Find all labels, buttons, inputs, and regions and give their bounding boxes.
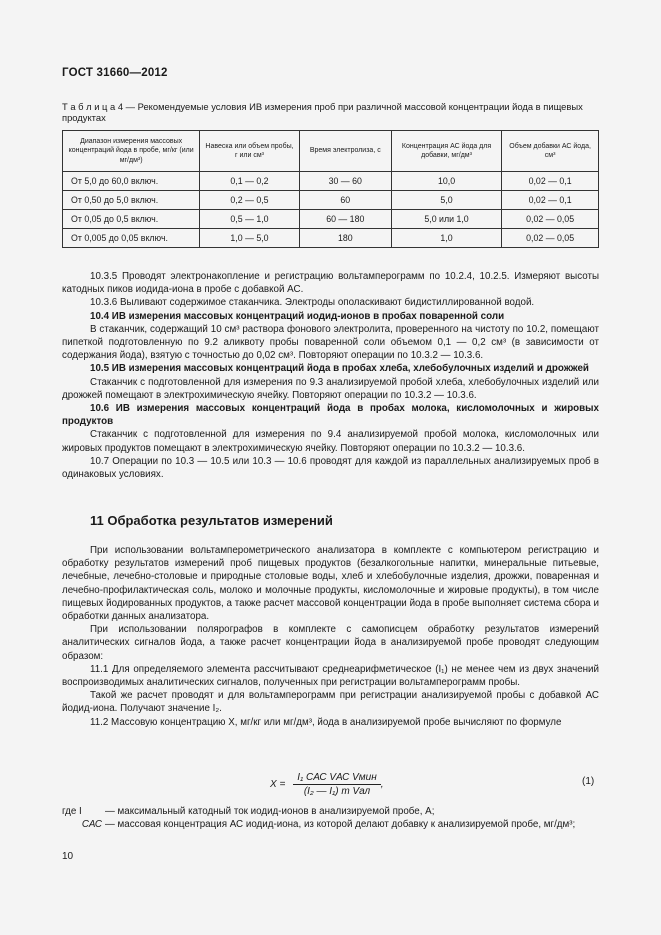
table-header-cell: Концентрация АС йода для добавки, мг/дм³: [391, 131, 501, 172]
document-header: ГОСТ 31660—2012: [62, 67, 168, 79]
section-title: 11 Обработка результатов измерений: [90, 513, 333, 528]
table-cell: От 5,0 до 60,0 включ.: [63, 172, 200, 191]
paragraph: 10.7 Операции по 10.3 — 10.5 или 10.3 — 10.6 проводят для каждой из параллельных анализируемых проб в одинаковых условиях.: [62, 455, 599, 481]
formula-fraction: [293, 772, 380, 797]
formula-denominator: (I₂ — I₁) m Vал: [303, 786, 371, 797]
paragraph: При использовании вольтамперометрического анализатора в комплекте с компьютером регистрацию и обработку результатов измерений проб пищевых продуктов (безалкогольные напитки, минеральные питьевые, лечебные, лечебно-столовые и природные столовые воды, хлеб и хлебобулочные изделия, дрожжи, поваренная и лечебно-профилактическая соль, молоко и молочные продукты, кисломолочные и жировые продукты), в том числе пищевых йодированных продуктов, а также расчет массовой концентрации йода в пробе выполняет система сбора и обработки данных анализатора.: [62, 545, 599, 623]
formula: [270, 772, 384, 797]
table-header-cell: Диапазон измерения массовых концентраций йода в пробе, мг/кг (или мг/дм³): [63, 131, 200, 172]
measurement-steps: [62, 270, 599, 481]
formula-numerator: I₁ CАС VАС Vмин: [293, 772, 380, 785]
table-cell: 0,02 — 0,1: [502, 172, 599, 191]
subsection-heading: 10.4 ИВ измерения массовых концентраций иодид-ионов в пробах поваренной соли: [90, 310, 505, 322]
formula-definitions: [62, 805, 599, 831]
paragraph: В стаканчик, содержащий 10 см³ раствора фонового электролита, проверенного на чистоту по 10.2, помещают пипеткой подготовленную по 9.2 аликвоту пробы поваренной соли объемом 0,1 — 0,2 см³ (в зависимости от содержания йода), взятую с точностью до 0,02 см³. Повторяют операции по 10.3.2 — 10.3.6.: [62, 323, 599, 362]
definition-text: — максимальный катодный ток иодид-ионов в анализируемой пробе, А;: [105, 806, 435, 817]
table-cell: 0,2 — 0,5: [200, 191, 299, 210]
table-header-cell: Навеска или объем пробы, г или см³: [200, 131, 299, 172]
conditions-table: [62, 130, 599, 248]
paragraph: Такой же расчет проводят и для вольтамперограмм при регистрации анализируемой пробы с добавкой АС йодид-иона. Получают значение I₂.: [62, 690, 599, 715]
table-cell: От 0,005 до 0,05 включ.: [63, 229, 200, 248]
paragraph: 10.3.5 Проводят электронакопление и регистрацию вольтамперограмм по 10.2.4, 10.2.5. Измеряют высоты катодных пиков иодида-иона в пробе с добавкой АС.: [62, 271, 599, 296]
table-cell: 180: [299, 229, 391, 248]
definition-symbol: где I: [62, 806, 82, 817]
table-row: [63, 210, 599, 229]
table-cell: 60 — 180: [299, 210, 391, 229]
table-cell: 0,5 — 1,0: [200, 210, 299, 229]
table-row: [63, 172, 599, 191]
table-cell: 30 — 60: [299, 172, 391, 191]
definition-text: — массовая концентрация АС иодид-иона, из которой делают добавку к анализируемой пробе, мг/дм³;: [105, 819, 576, 830]
table-caption: Т а б л и ц а 4 — Рекомендуемые условия ИВ измерения проб при различной массовой концентрации йода в пищевых продуктах: [62, 101, 583, 123]
table-cell: 0,02 — 0,05: [502, 210, 599, 229]
table-cell: 0,02 — 0,05: [502, 229, 599, 248]
table-cell: 10,0: [391, 172, 501, 191]
formula-number: (1): [582, 776, 595, 787]
table-cell: 60: [299, 191, 391, 210]
paragraph: При использовании полярографов в комплекте с самописцем обработку результатов измерений аналитических сигналов йода, а также расчет концентрации йода в анализируемой пробе проводят следующим образом:: [62, 624, 599, 662]
table-row: [63, 191, 599, 210]
paragraph: Стаканчик с подготовленной для измерения по 9.3 анализируемой пробой хлеба, хлебобулочных изделий или дрожжей помещают в электрохимическую ячейку. Повторяют операции по 10.3.2 — 10.3.6.: [62, 376, 599, 401]
table-header-cell: Объем добавки АС йода, см³: [502, 131, 599, 172]
definition-symbol: CАС: [81, 819, 102, 830]
table-cell: От 0,05 до 0,5 включ.: [63, 210, 200, 229]
paragraph: 11.2 Массовую концентрацию X, мг/кг или мг/дм³, йода в анализируемой пробе вычисляют по формуле: [90, 716, 562, 728]
table-cell: 5,0: [391, 191, 501, 210]
table-cell: 0,1 — 0,2: [200, 172, 299, 191]
subsection-heading: 10.6 ИВ измерения массовых концентраций йода в пробах молока, кисломолочных и жировых продуктов: [62, 403, 599, 428]
paragraph: Стаканчик с подготовленной для измерения по 9.4 анализируемой пробой молока, кисломолочных или жировых продуктов помещают в электрохимическую ячейку. Повторяют операции по 10.3.2 — 10.3.6.: [62, 429, 599, 454]
definition-row: [62, 805, 599, 818]
results-processing: [62, 544, 599, 729]
table-cell: От 0,50 до 5,0 включ.: [63, 191, 200, 210]
formula-tail: ,: [380, 779, 384, 790]
table-header-cell: Время электролиза, с: [299, 131, 391, 172]
table-cell: 1,0: [391, 229, 501, 248]
table-cell: 5,0 или 1,0: [391, 210, 501, 229]
table-cell: 1,0 — 5,0: [200, 229, 299, 248]
definition-row: [62, 818, 599, 831]
paragraph: 10.3.6 Выливают содержимое стаканчика. Электроды ополаскивают бидистиллированной водой.: [90, 297, 535, 309]
page-number: 10: [62, 851, 74, 862]
paragraph: 11.1 Для определяемого элемента рассчитывают среднеарифметическое (I₁) не менее чем из двух значений воспроизводимых аналитических сигналов, полученных при регистрации вольтамперограмм пробы.: [62, 663, 599, 689]
table-row: [63, 229, 599, 248]
subsection-heading: 10.5 ИВ измерения массовых концентраций йода в пробах хлеба, хлебобулочных изделий и дрожжей: [90, 363, 589, 375]
table-cell: 0,02 — 0,1: [502, 191, 599, 210]
table-header-row: [63, 131, 599, 172]
formula-lhs: X =: [270, 779, 286, 790]
